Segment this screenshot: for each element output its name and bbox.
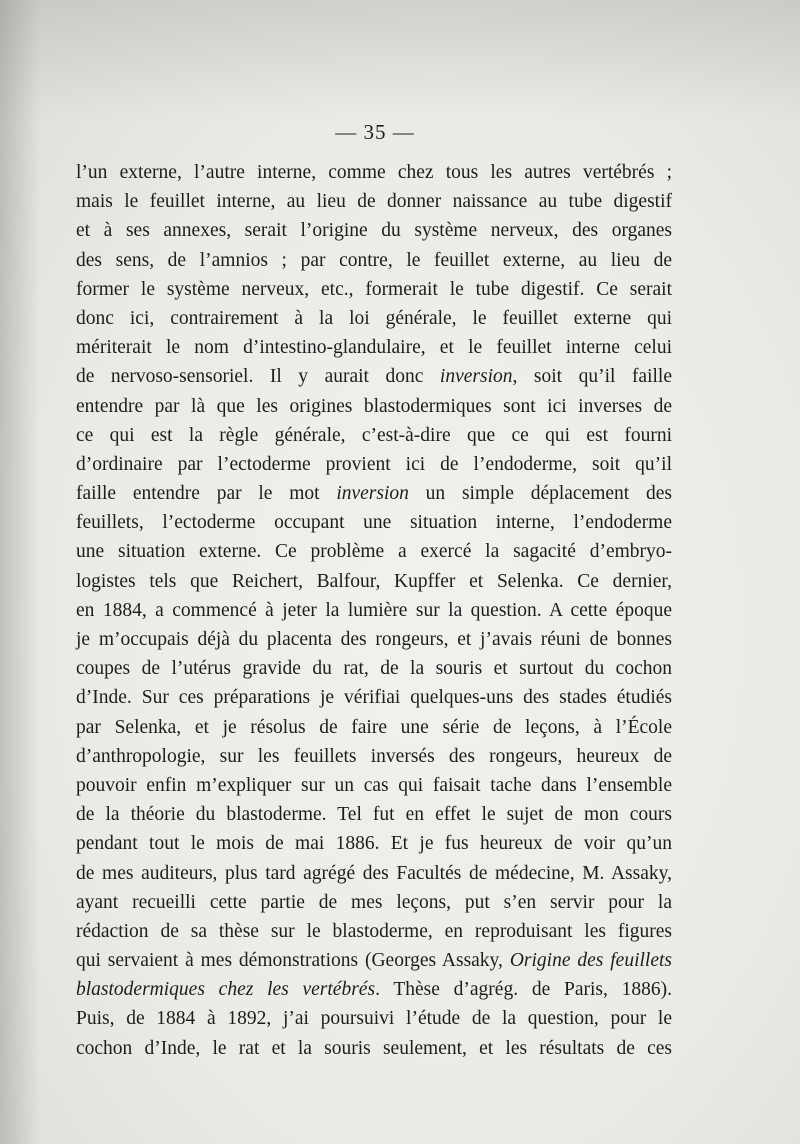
- text-line: [76, 158, 672, 187]
- text-run: . Thèse d’agrég. de Paris, 1886).: [375, 979, 673, 1001]
- italic-text: inversion: [439, 366, 513, 388]
- text-line: [76, 508, 672, 537]
- text-run: logistes tels que Reichert, Balfour, Kupffer et Selenka. Ce dernier,: [76, 570, 672, 592]
- text-run: entendre par là que les origines blastodermiques sont ici inverses de: [76, 395, 672, 417]
- text-run: faille entendre par le mot: [76, 483, 337, 505]
- text-line: [76, 742, 672, 771]
- text-run: je m’occupais déjà du placenta des rongeurs, et j’avais réuni de bonnes: [76, 629, 672, 650]
- text-run: rédaction de sa thèse sur le blastoderme, en reproduisant les figures: [76, 920, 672, 942]
- text-run: Puis, de 1884 à 1892, j’ai poursuivi l’étude de la question, pour le: [76, 1008, 672, 1030]
- text-run: pouvoir enfin m’expliquer sur un cas qui faisait tache dans l’ensemble: [76, 774, 672, 796]
- text-run: cochon d’Inde, le rat et la souris seulement, et les résultats de ces: [76, 1037, 672, 1059]
- text-line: [76, 625, 672, 654]
- text-line: [76, 216, 672, 245]
- text-line: [76, 304, 672, 333]
- text-line: [76, 421, 672, 450]
- text-run: par Selenka, et je résolus de faire une série de leçons, à l’École: [76, 716, 672, 738]
- text-run: de mes auditeurs, plus tard agrégé des Facultés de médecine, M. Assaky,: [76, 862, 672, 884]
- text-run: pendant tout le mois de mai 1886. Et je fus heureux de voir qu’un: [76, 833, 672, 855]
- text-run: qui servaient à mes démonstrations (Georges Assaky,: [76, 950, 510, 972]
- text-run: mais le feuillet interne, au lieu de donner naissance au tube digestif: [76, 191, 672, 213]
- text-run: des sens, de l’amnios ; par contre, le feuillet externe, au lieu de: [76, 249, 672, 271]
- text-line: [76, 888, 672, 917]
- text-run: ce qui est la règle générale, c’est-à-dire que ce qui est fourni: [76, 424, 672, 446]
- body-paragraph: [76, 158, 672, 1063]
- text-line: [76, 800, 672, 829]
- text-run: de la théorie du blastoderme. Tel fut en effet le sujet de mon cours: [76, 804, 672, 826]
- text-line: [76, 1004, 672, 1033]
- text-run: mériterait le nom d’intestino-glandulaire, et le feuillet interne celui: [76, 337, 672, 359]
- text-line: [76, 859, 672, 888]
- text-line: [76, 479, 672, 508]
- text-run: , soit qu’il faille: [512, 366, 672, 388]
- text-line: [76, 654, 672, 683]
- text-run: coupes de l’utérus gravide du rat, de la souris et surtout du cochon: [76, 658, 672, 680]
- text-line: [76, 1034, 672, 1063]
- text-line: [76, 537, 672, 566]
- text-line: [76, 713, 672, 742]
- text-run: d’anthropologie, sur les feuillets inversés des rongeurs, heureux de: [76, 745, 672, 767]
- text-line: [76, 392, 672, 421]
- text-run: de nervoso-sensoriel. Il y aurait donc: [76, 366, 440, 388]
- text-run: ayant recueilli cette partie de mes leçons, put s’en servir pour la: [76, 891, 672, 913]
- text-run: former le système nerveux, etc., formerait le tube digestif. Ce serait: [76, 278, 672, 300]
- text-run: en 1884, a commencé à jeter la lumière sur la question. A cette époque: [76, 599, 672, 621]
- page-number: — 35 —: [335, 120, 415, 144]
- text-line: [76, 567, 672, 596]
- text-line: [76, 246, 672, 275]
- text-run: une situation externe. Ce problème a exercé la sagacité d’embryo-: [76, 541, 672, 563]
- text-run: donc ici, contrairement à la loi générale, le feuillet externe qui: [76, 307, 672, 329]
- text-run: l’un externe, l’autre interne, comme chez tous les autres vertébrés ;: [76, 162, 672, 183]
- text-line: [76, 275, 672, 304]
- text-run: feuillets, l’ectoderme occupant une situation interne, l’endoderme: [76, 512, 672, 534]
- text-line: [76, 946, 672, 975]
- text-line: [76, 975, 672, 1004]
- text-line: [76, 683, 672, 712]
- text-line: [76, 333, 672, 362]
- text-line: [76, 917, 672, 946]
- text-run: d’ordinaire par l’ectoderme provient ici de l’endoderme, soit qu’il: [76, 453, 672, 475]
- top-shadow: [0, 0, 800, 120]
- text-line: [76, 771, 672, 800]
- italic-text: inversion: [336, 483, 409, 505]
- text-run: d’Inde. Sur ces préparations je vérifiai quelques-uns des stades étudiés: [76, 687, 672, 709]
- text-line: [76, 829, 672, 858]
- text-line: [76, 362, 672, 391]
- text-run: un simple déplacement des: [408, 483, 672, 505]
- binding-shadow: [0, 0, 40, 1144]
- italic-text: blastodermiques chez les vertébrés: [76, 979, 376, 1001]
- text-run: et à ses annexes, serait l’origine du système nerveux, des organes: [76, 220, 672, 242]
- text-line: [76, 450, 672, 479]
- text-line: [76, 596, 672, 625]
- text-line: [76, 187, 672, 216]
- italic-text: Origine des feuillets: [509, 950, 672, 972]
